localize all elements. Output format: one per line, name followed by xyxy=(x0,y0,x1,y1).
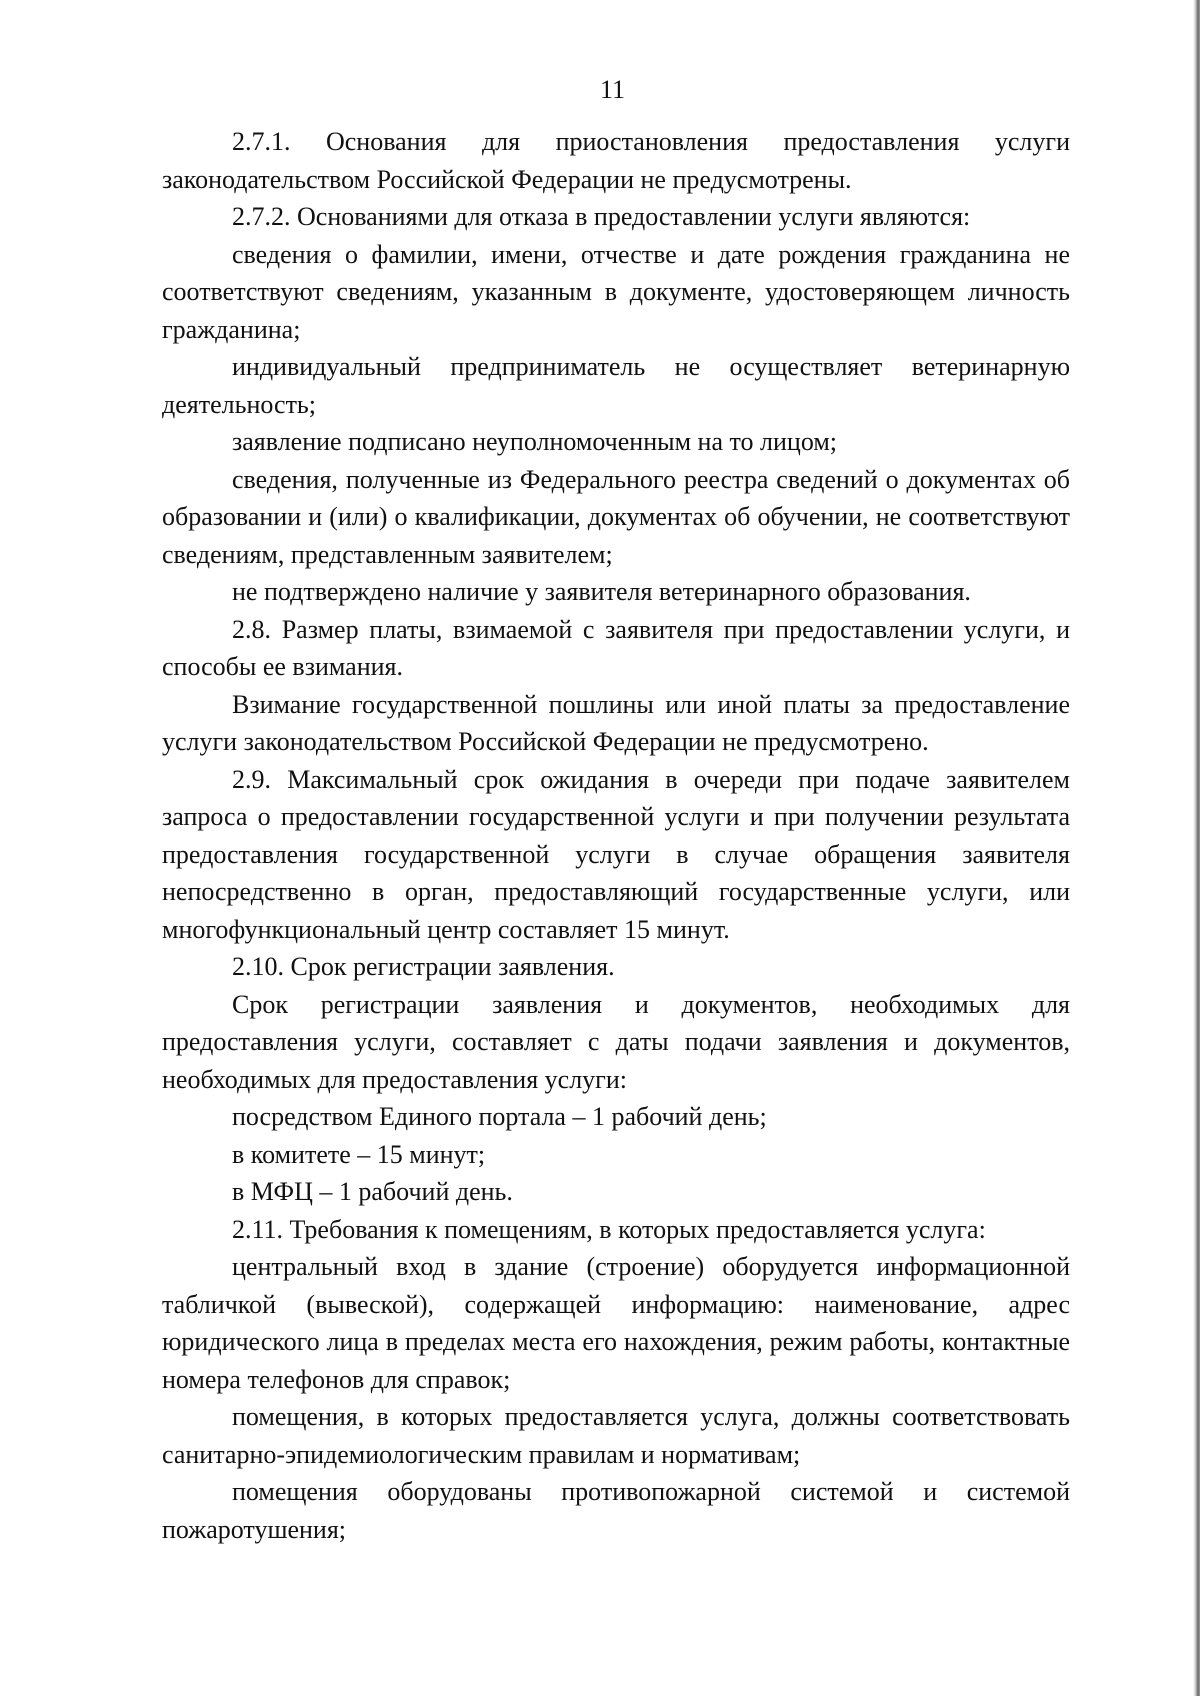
premises-sanitary-rules: помещения, в которых предоставляется услуга, должны соответствовать санитарно-эпидемиологическим правилам и нормативам; xyxy=(162,1402,1070,1469)
paragraph-2-8: 2.8. Размер платы, взимаемой с заявителя при предоставлении услуги, и способы ее взимания. xyxy=(162,614,1070,681)
fee-not-provided: Взимание государственной пошлины или иной платы за предоставление услуги законодательством Российской Федерации не предусмотрено. xyxy=(162,689,1070,756)
paragraph-2-9: 2.9. Максимальный срок ожидания в очереди при подаче заявителем запроса о предоставлении государственной услуги и при получении результата предоставления государственной услуги в случае обращения заявителя непосредственно в орган, предоставляющий государственные услуги, или многофункциональный центр составляет 15 минут. xyxy=(162,764,1070,944)
refusal-reason-registry-mismatch: сведения, полученные из Федерального реестра сведений о документах об образовании и (или) о квалификации, документах об обучении, не соответствуют сведениям, представленным заявителем; xyxy=(162,464,1070,569)
page-number: 11 xyxy=(599,75,626,104)
paragraph-2-11: 2.11. Требования к помещениям, в которых предоставляется услуга: xyxy=(232,1214,986,1244)
refusal-reason-name-mismatch: сведения о фамилии, имени, отчестве и дате рождения гражданина не соответствуют сведениям, указанным в документе, удостоверяющем личность гражданина; xyxy=(162,239,1070,344)
premises-entrance-sign: центральный вход в здание (строение) оборудуется информационной табличкой (вывеской), содержащей информацию: наименование, адрес юридического лица в пределах места его нахождения, режим работы, контактные номера телефонов для справок; xyxy=(162,1252,1070,1394)
refusal-reason-unauthorized-signature: заявление подписано неуполномоченным на то лицом; xyxy=(232,427,837,456)
refusal-reason-no-vet-activity: индивидуальный предприниматель не осуществляет ветеринарную деятельность; xyxy=(162,352,1070,419)
document-body xyxy=(162,123,1070,1548)
paragraph-2-7-2: 2.7.2. Основаниями для отказа в предоставлении услуги являются: xyxy=(232,202,971,231)
scan-edge xyxy=(1193,0,1200,1696)
registration-term-mfc: в МФЦ – 1 рабочий день. xyxy=(232,1177,513,1206)
refusal-reason-no-vet-education: не подтверждено наличие у заявителя ветеринарного образования. xyxy=(232,577,971,606)
premises-fire-system: помещения оборудованы противопожарной системой и системой пожаротушения; xyxy=(162,1477,1070,1544)
registration-term-committee: в комитете – 15 минут; xyxy=(232,1139,486,1169)
registration-term-portal: посредством Единого портала – 1 рабочий день; xyxy=(232,1102,767,1131)
paragraph-2-10: 2.10. Срок регистрации заявления. xyxy=(232,952,615,981)
paragraph-2-7-1: 2.7.1. Основания для приостановления предоставления услуги законодательством Российской Федерации не предусмотрены. xyxy=(162,127,1070,194)
registration-term: Срок регистрации заявления и документов, необходимых для предоставления услуги, составляет с даты подачи заявления и документов, необходимых для предоставления услуги: xyxy=(162,989,1070,1094)
